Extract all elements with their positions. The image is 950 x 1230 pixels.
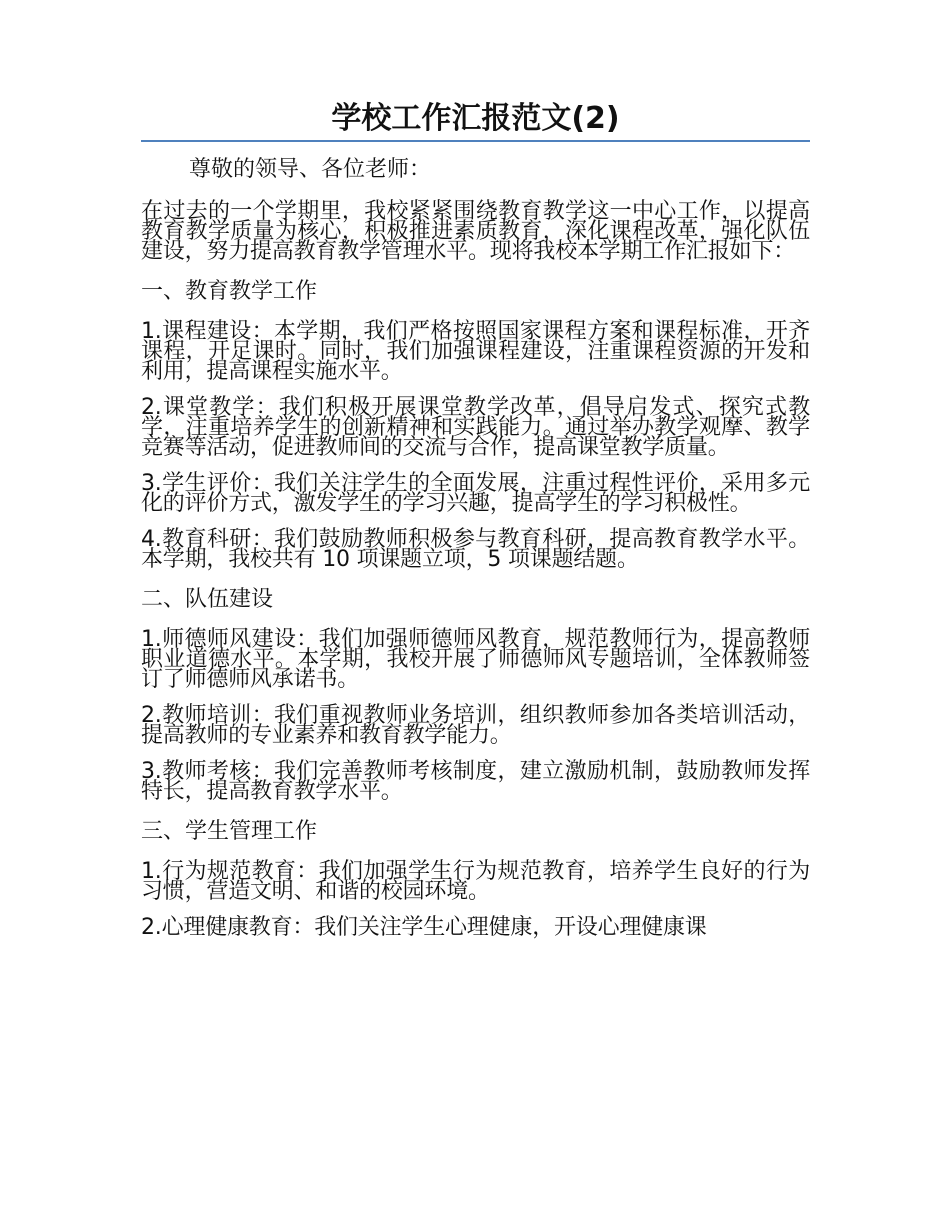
- paragraph-training: 2.教师培训：我们重视教师业务培训，组织教师参加各类培训活动，提高教师的专业素养和教育教学能力。: [141, 703, 810, 748]
- paragraph-classroom: 2.课堂教学：我们积极开展课堂教学改革，倡导启发式、探究式教学，注重培养学生的创新精神和实践能力。通过举办教学观摩、教学竞赛等活动，促进教师间的交流与合作，提高课堂教学质量。: [141, 395, 810, 460]
- document-page: [141, 100, 810, 938]
- paragraph-behavior: 1.行为规范教育：我们加强学生行为规范教育，培养学生良好的行为习惯，营造文明、和谐的校园环境。: [141, 859, 810, 904]
- paragraph-assessment: 3.教师考核：我们完善教师考核制度，建立激励机制，鼓励教师发挥特长，提高教育教学水平。: [141, 759, 810, 804]
- section-heading-students: 三、学生管理工作: [141, 819, 318, 844]
- salutation: 尊敬的领导、各位老师：: [189, 157, 432, 182]
- paragraph-ethics: 1.师德师风建设：我们加强师德师风教育，规范教师行为，提高教师职业道德水平。本学期，我校开展了师德师风专题培训，全体教师签订了师德师风承诺书。: [141, 627, 810, 692]
- section-heading-staff: 二、队伍建设: [141, 587, 274, 612]
- paragraph-research: 4.教育科研：我们鼓励教师积极参与教育科研，提高教育教学水平。本学期，我校共有 10 项课题立项，5 项课题结题。: [141, 527, 810, 572]
- document-title: 学校工作汇报范文(2): [141, 100, 810, 142]
- paragraph-mental-health: 2.心理健康教育：我们关注学生心理健康，开设心理健康课: [141, 915, 707, 940]
- section-heading-teaching: 一、教育教学工作: [141, 279, 318, 304]
- intro-paragraph: 在过去的一个学期里，我校紧紧围绕教育教学这一中心工作，以提高教育教学质量为核心，积极推进素质教育，深化课程改革，强化队伍建设，努力提高教育教学管理水平。现将我校本学期工作汇报如下：: [141, 199, 810, 264]
- paragraph-curriculum: 1.课程建设：本学期，我们严格按照国家课程方案和课程标准，开齐课程，开足课时。同时，我们加强课程建设，注重课程资源的开发和利用，提高课程实施水平。: [141, 319, 810, 384]
- paragraph-evaluation: 3.学生评价：我们关注学生的全面发展，注重过程性评价，采用多元化的评价方式，激发学生的学习兴趣，提高学生的学习积极性。: [141, 471, 810, 516]
